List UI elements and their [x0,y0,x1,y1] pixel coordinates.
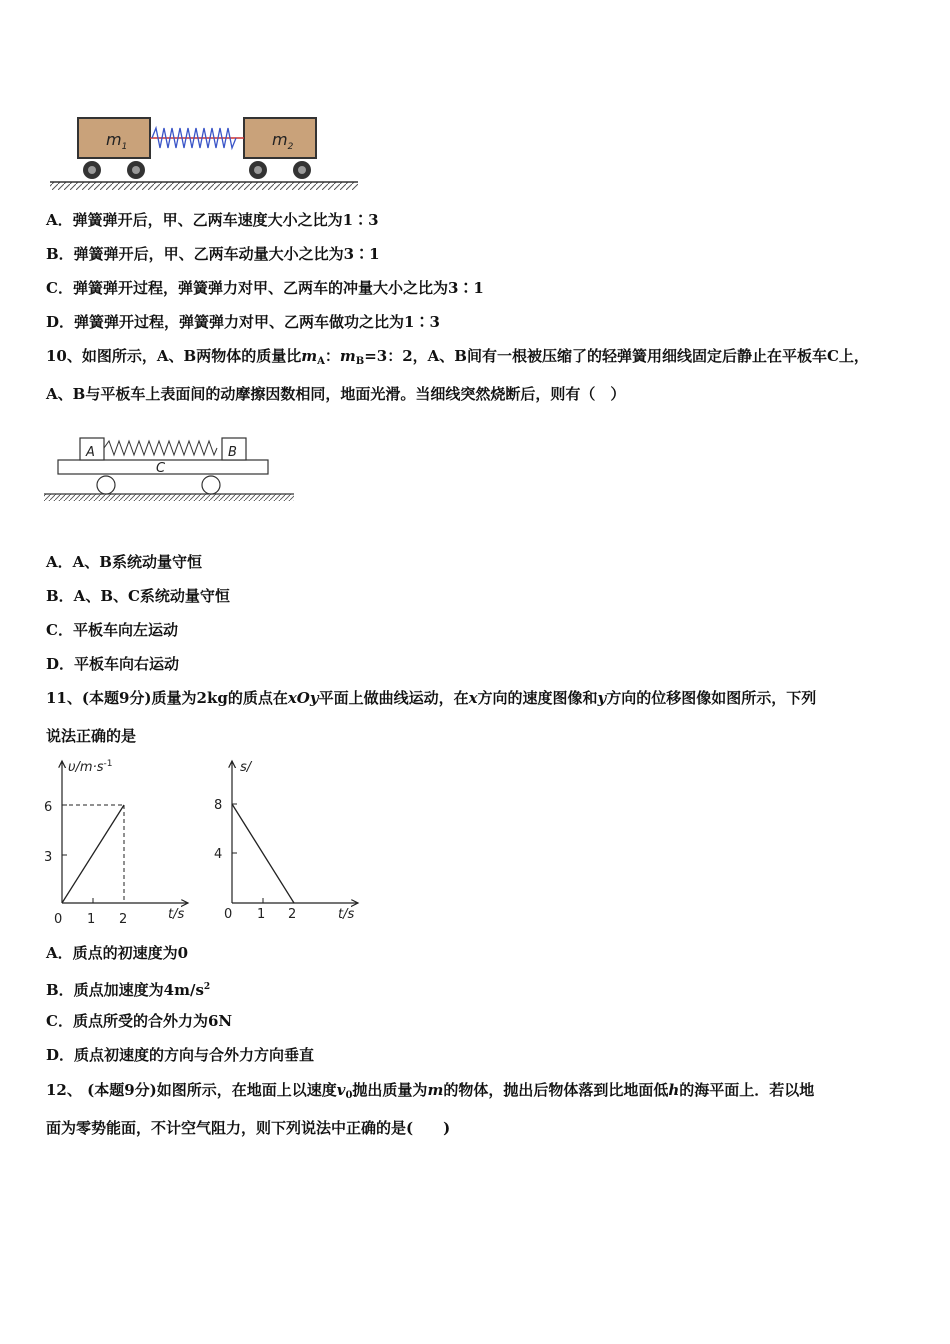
q10-stem-line2: A、B与平板车上表面间的动摩擦因数相同，地面光滑。当细线突然烧断后，则有（ ） [46,385,626,403]
label-b: B [228,445,237,460]
plate-car-figure [40,430,298,505]
g2-xtick-1: 1 [257,907,266,922]
q9-option-c: C．弹簧弹开过程，弹簧弹力对甲、乙两车的冲量大小之比为3∶1 [46,279,484,297]
g1-xtick-0: 0 [54,912,63,927]
q11-option-c: C．质点所受的合外力为6N [46,1012,233,1030]
g1-xtick-2: 2 [119,912,128,927]
q10-option-b: B．A、B、C系统动量守恒 [46,587,230,605]
spring-ab [104,441,217,455]
svg-text:m2: $m_2$ [272,130,294,152]
q9-option-b: B．弹簧弹开后，甲、乙两车动量大小之比为3∶1 [46,245,380,263]
g2-xlabel: t/s [338,907,355,922]
q12-stem-line2: 面为零势能面，不计空气阻力，则下列说法中正确的是( ) [46,1119,451,1137]
q10-stem-line1: 10、如图所示，A、B两物体的质量比$m_A$：$m_B=3$：2，A、B间有一根被压缩了的轻弹簧用细线固定后静止在平板车C上， [46,347,869,367]
g1-ytick-3: 3 [44,850,53,865]
g1-ytick-6: 6 [44,800,53,815]
velocity-time-graph [38,755,198,927]
q11-option-d: D．质点初速度的方向与合外力方向垂直 [46,1046,315,1064]
g1-xtick-1: 1 [87,912,96,927]
q10-option-c: C．平板车向左运动 [46,621,178,639]
g1-series-line [62,805,124,903]
label-m1: m [106,130,122,149]
label-c: C [156,461,166,476]
q10-option-d: D．平板车向右运动 [46,655,180,673]
two-carts-figure [46,112,364,194]
g2-ytick-4: 4 [214,847,223,862]
g2-ytick-8: 8 [214,798,223,813]
ground-hatch [50,182,358,190]
g2-series-line [232,804,294,903]
label-m2: m [272,130,288,149]
g2-xtick-2: 2 [288,907,297,922]
label-a: A [86,445,95,460]
q10-option-a: A．A、B系统动量守恒 [46,553,202,571]
svg-text:m1: $m_1$ [106,130,128,152]
q11-option-b: B．质点加速度为$4m/s^2$ [46,981,211,999]
q11-option-a: A．质点的初速度为0 [46,944,189,962]
g2-xtick-0: 0 [224,907,233,922]
q11-stem-line1: 11、(本题9分)质量为2kg的质点在xOy平面上做曲线运动，在x方向的速度图像和y方向的位移图像如图所示，下列 [46,689,817,707]
q12-stem-line1: 12、 (本题9分)如图所示，在地面上以速度$v_0$抛出质量为m的物体，抛出后物体落到比地面低h的海平面上．若以地 [46,1081,815,1101]
g1-xlabel: t/s [168,907,185,922]
q11-stem-line2: 说法正确的是 [46,727,137,745]
g2-ylabel: s/ [240,760,252,775]
displacement-time-graph [208,755,368,927]
g1-ylabel: $\upsilon/m\cdot s^{-1}$ [68,759,113,775]
q9-option-d: D．弹簧弹开过程，弹簧弹力对甲、乙两车做功之比为1∶3 [46,313,440,331]
q9-option-a: A．弹簧弹开后，甲、乙两车速度大小之比为1∶3 [46,211,379,229]
